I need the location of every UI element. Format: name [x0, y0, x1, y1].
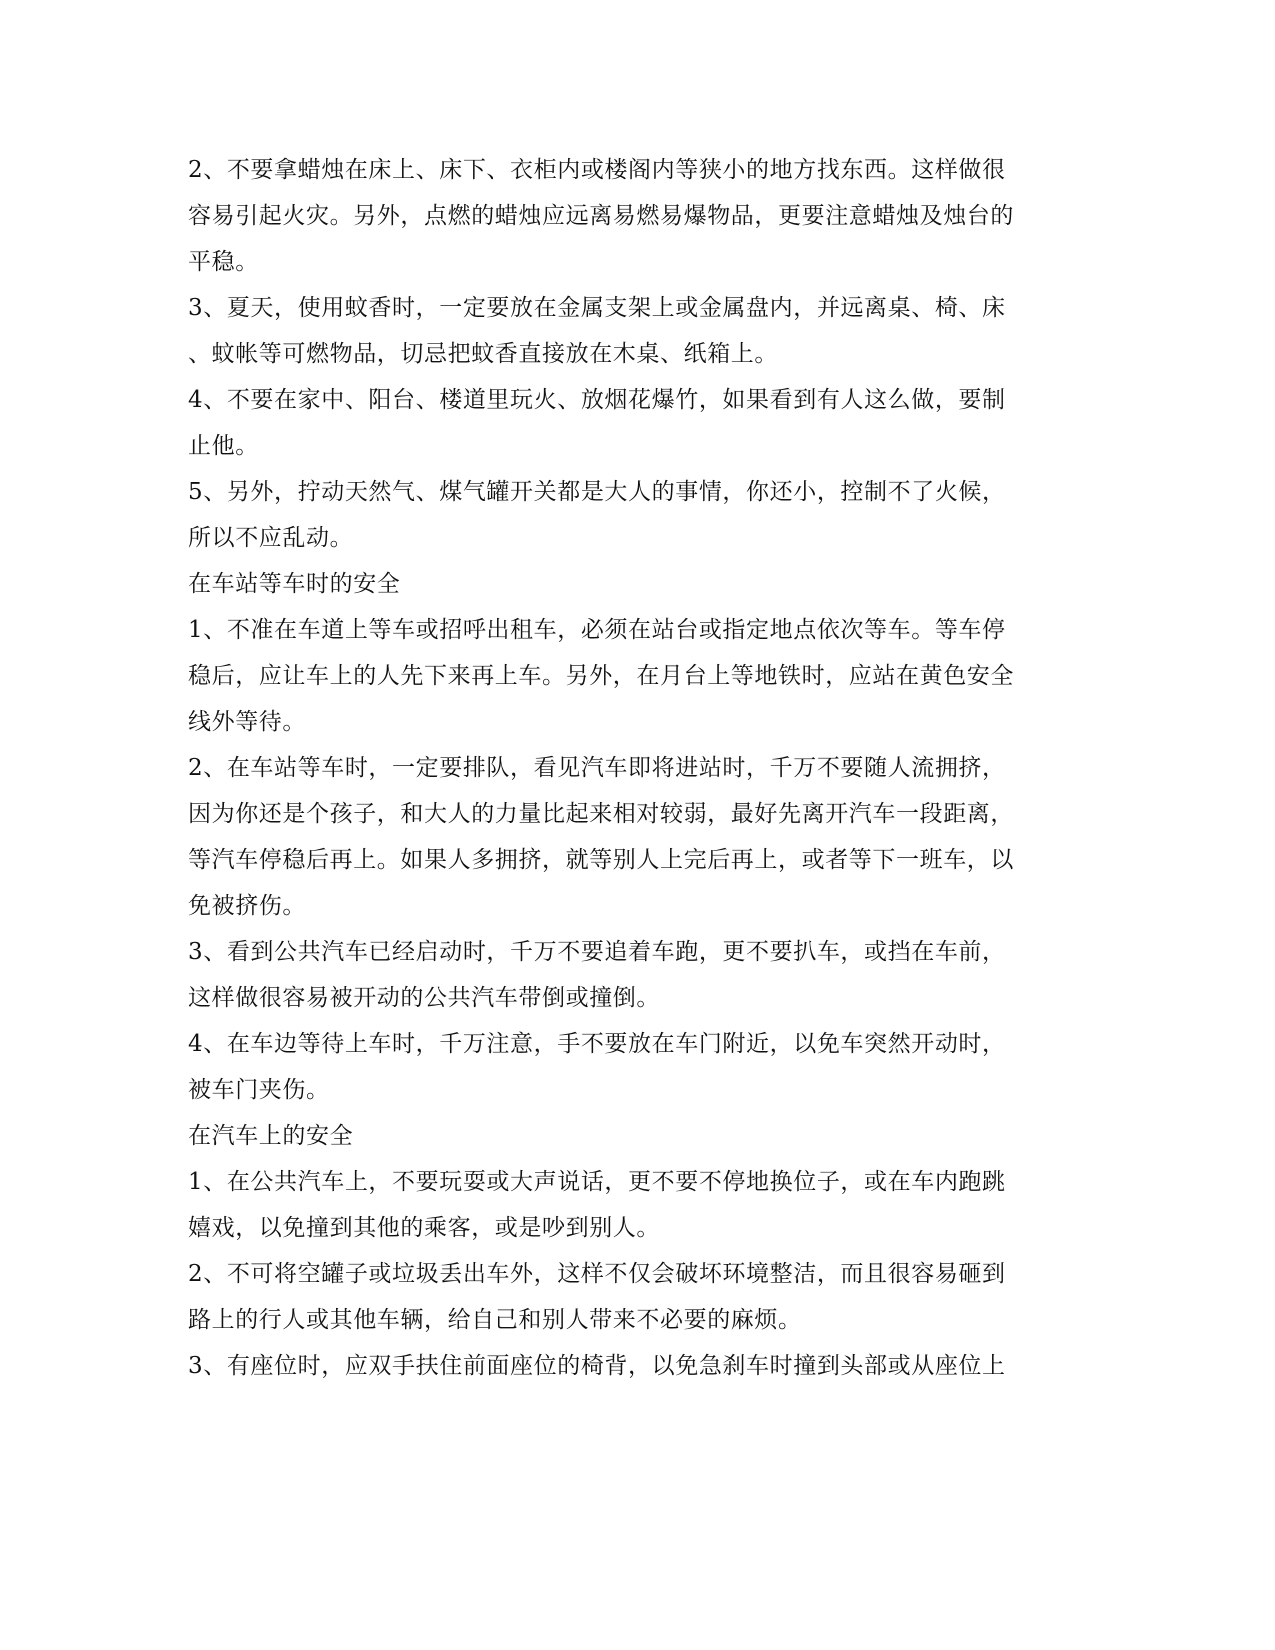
text-line: 1、在公共汽车上，不要玩耍或大声说话，更不要不停地换位子，或在车内跑跳 [188, 1169, 1006, 1195]
text-line: 2、在车站等车时，一定要排队，看见汽车即将进站时，千万不要随人流拥挤， [188, 755, 1006, 781]
text-line: 所以不应乱动。 [188, 525, 354, 551]
text-line: 、蚊帐等可燃物品，切忌把蚊香直接放在木桌、纸箱上。 [188, 341, 778, 367]
text-line: 容易引起火灾。另外，点燃的蜡烛应远离易燃易爆物品，更要注意蜡烛及烛台的 [188, 203, 1014, 229]
text-line: 稳后，应让车上的人先下来再上车。另外，在月台上等地铁时，应站在黄色安全 [188, 663, 1014, 689]
text-line: 因为你还是个孩子，和大人的力量比起来相对较弱，最好先离开汽车一段距离， [188, 801, 1014, 827]
text-line: 3、看到公共汽车已经启动时，千万不要追着车跑，更不要扒车，或挡在车前， [188, 939, 1006, 965]
text-line: 3、夏天，使用蚊香时，一定要放在金属支架上或金属盘内，并远离桌、椅、床 [188, 295, 1006, 321]
text-line: 4、不要在家中、阳台、楼道里玩火、放烟花爆竹，如果看到有人这么做，要制 [188, 387, 1006, 413]
text-line: 5、另外，拧动天然气、煤气罐开关都是大人的事情，你还小，控制不了火候， [188, 479, 1006, 505]
text-line: 线外等待。 [188, 709, 306, 735]
text-line: 1、不准在车道上等车或招呼出租车，必须在站台或指定地点依次等车。等车停 [188, 617, 1006, 643]
text-line: 3、有座位时，应双手扶住前面座位的椅背，以免急刹车时撞到头部或从座位上 [188, 1353, 1006, 1379]
text-line: 止他。 [188, 433, 259, 459]
text-line: 等汽车停稳后再上。如果人多拥挤，就等别人上完后再上，或者等下一班车，以 [188, 847, 1014, 873]
text-line: 2、不要拿蜡烛在床上、床下、衣柜内或楼阁内等狭小的地方找东西。这样做很 [188, 157, 1006, 183]
text-line: 嬉戏，以免撞到其他的乘客，或是吵到别人。 [188, 1215, 660, 1241]
text-line: 被车门夹伤。 [188, 1077, 330, 1103]
section-heading: 在车站等车时的安全 [188, 571, 401, 597]
text-line: 2、不可将空罐子或垃圾丢出车外，这样不仅会破坏环境整洁，而且很容易砸到 [188, 1261, 1006, 1287]
section-heading: 在汽车上的安全 [188, 1123, 354, 1149]
text-line: 免被挤伤。 [188, 893, 306, 919]
text-line: 路上的行人或其他车辆，给自己和别人带来不必要的麻烦。 [188, 1307, 802, 1333]
text-line: 平稳。 [188, 249, 259, 275]
text-line: 4、在车边等待上车时，千万注意，手不要放在车门附近，以免车突然开动时， [188, 1031, 1006, 1057]
document-body [188, 147, 1028, 1389]
text-line: 这样做很容易被开动的公共汽车带倒或撞倒。 [188, 985, 660, 1011]
